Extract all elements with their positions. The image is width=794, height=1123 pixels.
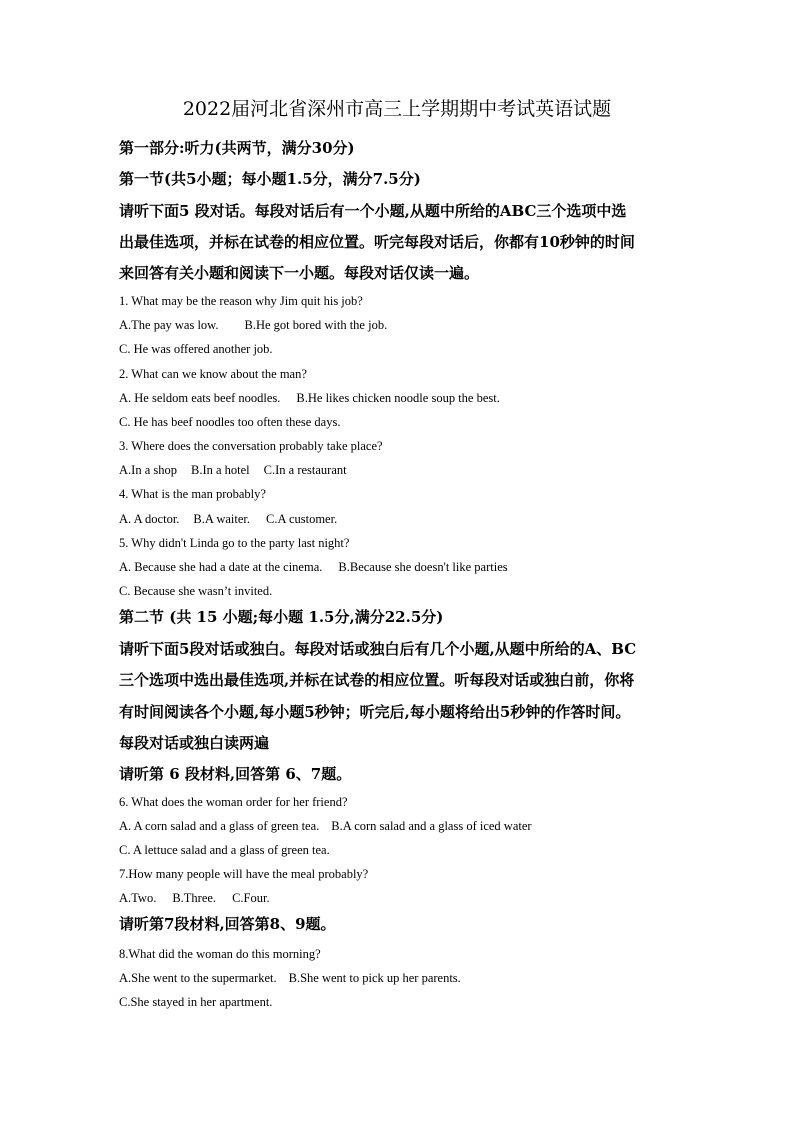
q5-option-c: C. Because she wasn’t invited. (119, 584, 273, 598)
q4-option-b: B.A waiter. (193, 512, 251, 526)
q3-stem: 3. Where does the conversation probably take place? (119, 439, 383, 453)
q7-option-a: A.Two. (119, 891, 157, 905)
section2-instruction-line2: 三个选项中选出最佳选项,并标在试卷的相应位置。听每段对话或独白前，你将 (119, 671, 635, 689)
q1-options-row (119, 316, 387, 334)
q5-stem: 5. Why didn't Linda go to the party last night? (119, 536, 350, 550)
q2-option-b: B.He likes chicken noodle soup the best. (296, 391, 500, 405)
q3-option-b: B.In a hotel (190, 463, 250, 477)
q1-option-c: C. He was offered another job. (119, 342, 273, 356)
q4-option-a: A. A doctor. (119, 512, 180, 526)
q4-stem: 4. What is the man probably? (119, 487, 266, 501)
q8-option-b: B.She went to pick up her parents. (288, 971, 461, 985)
q3-options-row (119, 461, 347, 479)
q8-options-row (119, 969, 461, 987)
page-title: 2022届河北省深州市高三上学期期中考试英语试题 (182, 98, 612, 120)
q8-option-c: C.She stayed in her apartment. (119, 995, 273, 1009)
q1-option-a: A.The pay was low. (119, 318, 219, 332)
q6-option-a: A. A corn salad and a glass of green tea. (119, 819, 320, 833)
q3-option-c: C.In a restaurant (263, 463, 347, 477)
q6-options-row (119, 817, 532, 835)
part1-heading: 第一部分:听力(共两节，满分30分) (119, 139, 355, 157)
q2-option-a: A. He seldom eats beef noodles. (119, 391, 281, 405)
section2-instruction-line4: 每段对话或独白读两遍 (119, 734, 270, 752)
q3-option-a: A.In a shop (119, 463, 177, 477)
section1-instruction-line1: 请听下面5 段对话。每段对话后有一个小题,从题中所给的ABC三个选项中选 (119, 202, 627, 220)
q1-stem: 1. What may be the reason why Jim quit his job? (119, 294, 363, 308)
q2-stem: 2. What can we know about the man? (119, 367, 307, 381)
section2-instruction-line3: 有时间阅读各个小题,每小题5秒钟；听完后,每小题将给出5秒钟的作答时间。 (119, 703, 631, 721)
q8-stem: 8.What did the woman do this morning? (119, 947, 321, 961)
section1-instruction-line3: 来回答有关小题和阅读下一小题。每段对话仅读一遍。 (119, 264, 480, 282)
q7-stem: 7.How many people will have the meal probably? (119, 867, 369, 881)
section2-instruction-line1: 请听下面5段对话或独白。每段对话或独白后有几个小题,从题中所给的A、BC (119, 640, 637, 658)
q1-option-b: B.He got bored with the job. (244, 318, 388, 332)
section2-heading: 第二节 (共 15 小题;每小题 1.5分,满分22.5分) (119, 608, 444, 626)
material7-heading: 请听第7段材料,回答第8、9题。 (119, 915, 336, 933)
q2-option-c: C. He has beef noodles too often these days. (119, 415, 341, 429)
q8-option-a: A.She went to the supermarket. (119, 971, 277, 985)
q7-option-c: C.Four. (232, 891, 270, 905)
q2-options-row (119, 389, 500, 407)
q7-options-row (119, 889, 270, 907)
q7-option-b: B.Three. (172, 891, 217, 905)
material6-heading: 请听第 6 段材料,回答第 6、7题。 (119, 765, 352, 783)
q5-option-b: B.Because she doesn't like parties (338, 560, 508, 574)
q4-option-c: C.A customer. (266, 512, 338, 526)
q4-options-row (119, 510, 337, 528)
section1-heading: 第一节(共5小题；每小题1.5分，满分7.5分) (119, 170, 421, 188)
q6-option-b: B.A corn salad and a glass of iced water (331, 819, 532, 833)
q5-option-a: A. Because she had a date at the cinema. (119, 560, 323, 574)
section1-instruction-line2: 出最佳选项，并标在试卷的相应位置。听完每段对话后，你都有10秒钟的时间 (119, 233, 635, 251)
q6-option-c: C. A lettuce salad and a glass of green tea. (119, 843, 330, 857)
q5-options-row (119, 558, 508, 576)
q6-stem: 6. What does the woman order for her friend? (119, 795, 348, 809)
